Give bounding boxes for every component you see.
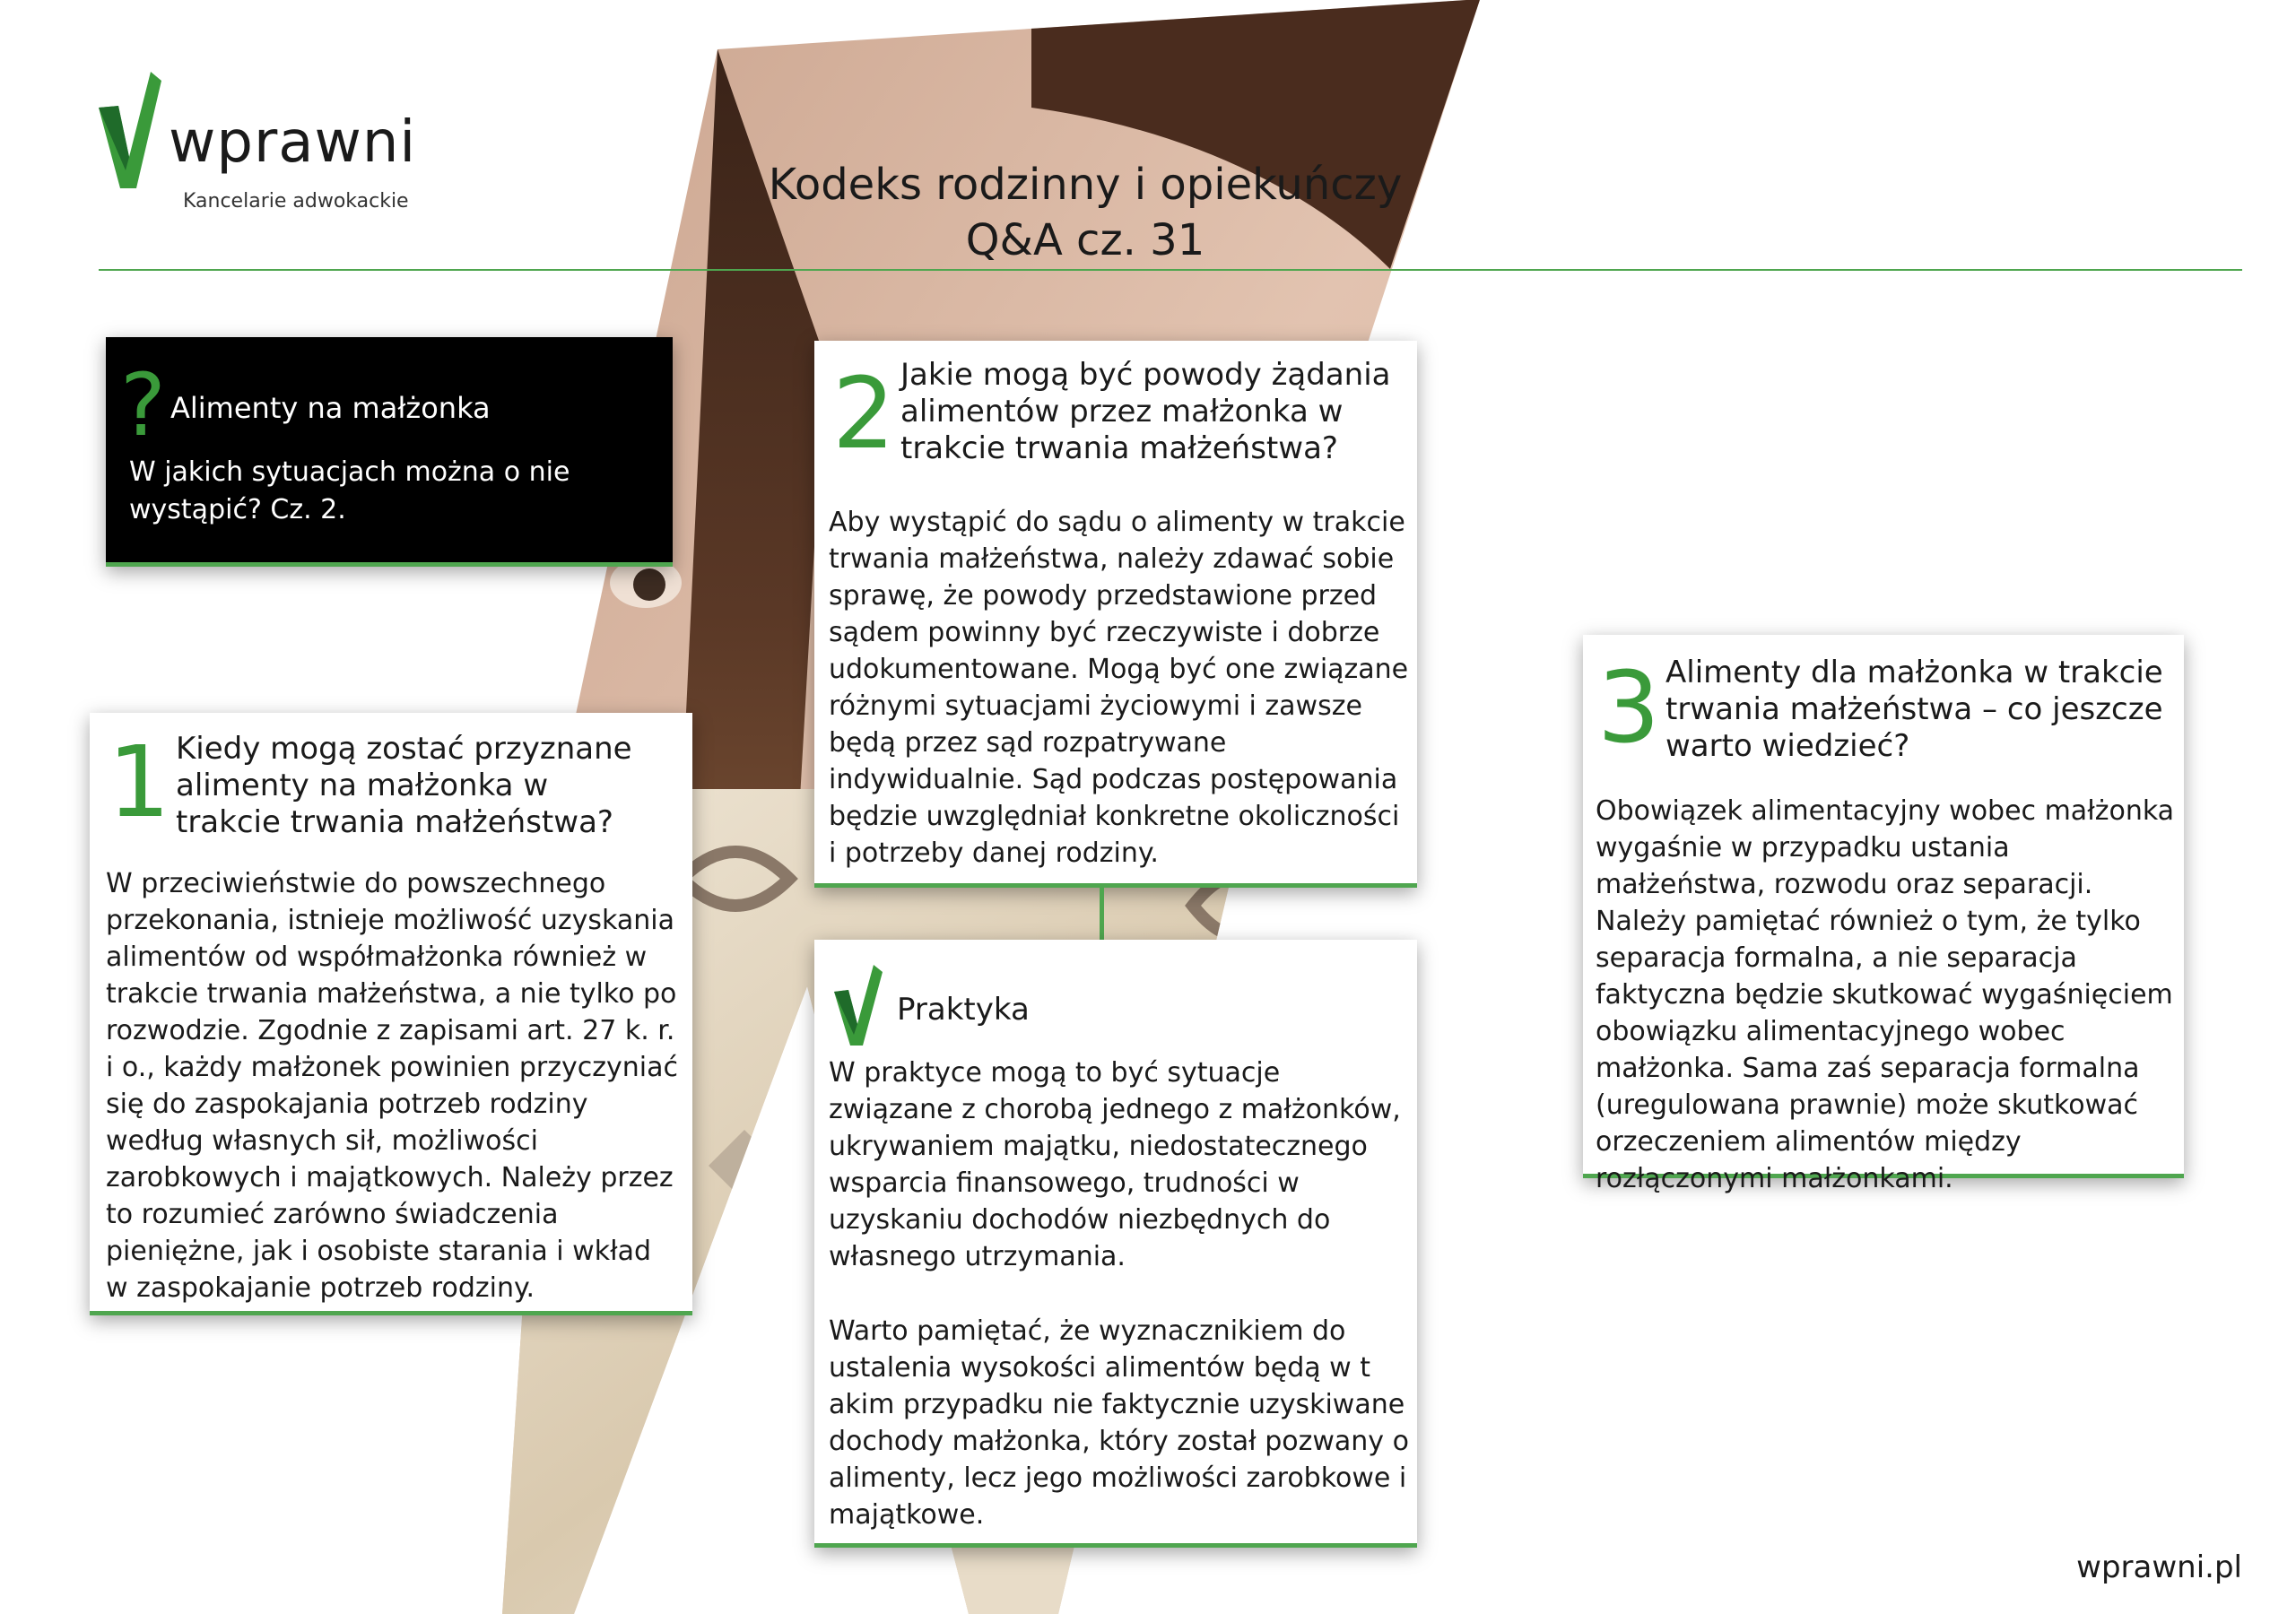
intro-card-title: Alimenty na małżonka bbox=[170, 391, 491, 425]
qa-card-1 bbox=[90, 713, 692, 1315]
card-title-2: Jakie mogą być powody żądania alimentów przez małżonka w trakcie trwania małżeństwa? bbox=[900, 357, 1391, 466]
page-title-line1: Kodeks rodzinny i opiekuńczy bbox=[768, 160, 1403, 210]
qa-card-3 bbox=[1583, 635, 2184, 1194]
card-number-3: 3 bbox=[1597, 650, 1660, 765]
card-number-1: 1 bbox=[108, 725, 170, 839]
practice-card bbox=[814, 940, 1417, 1548]
card-title-3: Alimenty dla małżonka w trakcie trwania małżeństwa – co jeszcze warto wiedzieć? bbox=[1665, 655, 2163, 764]
card-body-1: W przeciwieństwie do powszechnego przekonania, istnieje możliwość uzyskania alimentów od współmałżonka również w trakcie trwania małżeństwa, a nie tylko po rozwodzie. Zgodnie z zapisami art. 27 k. r. i o., każdy małżonek powinien przyczyniać się do zaspokajania potrzeb rodziny według własnych sił, możliwości zarobkowych i majątkowych. Należy przez to rozumieć zarówno świadczenia pieniężne, jak i osobiste starania i wkład w zaspokajanie potrzeb rodziny. bbox=[106, 868, 678, 1304]
brand-logo[interactable] bbox=[99, 72, 439, 224]
card-body-3: Obowiązek alimentacyjny wobec małżonka wygaśnie w przypadku ustania małżeństwa, rozwodu oraz separacji. Należy pamiętać również o tym, że tylko separacja formalna, a nie separacja faktyczna będzie skutkować wygaśnięciem obowiązku alimentacyjnego wobec małżonka. Sama zaś separacja formalna (uregulowana prawnie) może skutkować orzeczeniem alimentów między rozłączonymi małżonkami. bbox=[1596, 795, 2175, 1194]
title-divider bbox=[99, 269, 2242, 271]
intro-card-body: W jakich sytuacjach można o nie wystąpić? Cz. 2. bbox=[129, 456, 570, 525]
card-number-2: 2 bbox=[832, 356, 895, 471]
card-title-1: Kiedy mogą zostać przyznane alimenty na małżonka w trakcie trwania małżeństwa? bbox=[176, 731, 632, 840]
logo-tagline: Kancelarie adwokackie bbox=[183, 190, 409, 213]
card-body-2: Aby wystąpić do sądu o alimenty w trakcie trwania małżeństwa, należy zdawać sobie sprawę, że powody przedstawione przed sądem powinny być rzeczywiste i dobrze udokumentowane. Mogą być one związane różnymi sytuacjami życiowymi i zawsze będą przez sąd rozpatrywane indywidualnie. Sąd podczas postępowania będzie uwzględniał konkretne okoliczności i potrzeby danej rodziny. bbox=[829, 507, 1409, 869]
logo-checkmark-icon bbox=[99, 72, 161, 188]
practice-card-title: Praktyka bbox=[897, 992, 1030, 1028]
page-title bbox=[700, 157, 1471, 268]
practice-card-body-2: Warto pamiętać, że wyznacznikiem do ustalenia wysokości alimentów będą w t akim przypadku nie faktycznie uzyskiwane dochody małżonka, który został pozwany o alimenty, lecz jego możliwości zarobkowe i majątkowe. bbox=[829, 1315, 1409, 1531]
question-mark-icon: ? bbox=[120, 355, 166, 456]
card-connector bbox=[1100, 888, 1104, 940]
website-link[interactable]: wprawni.pl bbox=[2076, 1549, 2242, 1585]
page-title-line2: Q&A cz. 31 bbox=[965, 215, 1205, 265]
logo-wordmark: wprawni bbox=[169, 109, 417, 176]
checkmark-icon bbox=[834, 965, 883, 1046]
qa-card-2 bbox=[814, 341, 1417, 888]
practice-card-body-1: W praktyce mogą to być sytuacje związane z chorobą jednego z małżonków, ukrywaniem majątku, niedostatecznego wsparcia finansowego, trudności w uzyskaniu dochodów niezbędnych do własnego utrzymania. bbox=[829, 1057, 1401, 1272]
intro-card bbox=[106, 337, 673, 567]
